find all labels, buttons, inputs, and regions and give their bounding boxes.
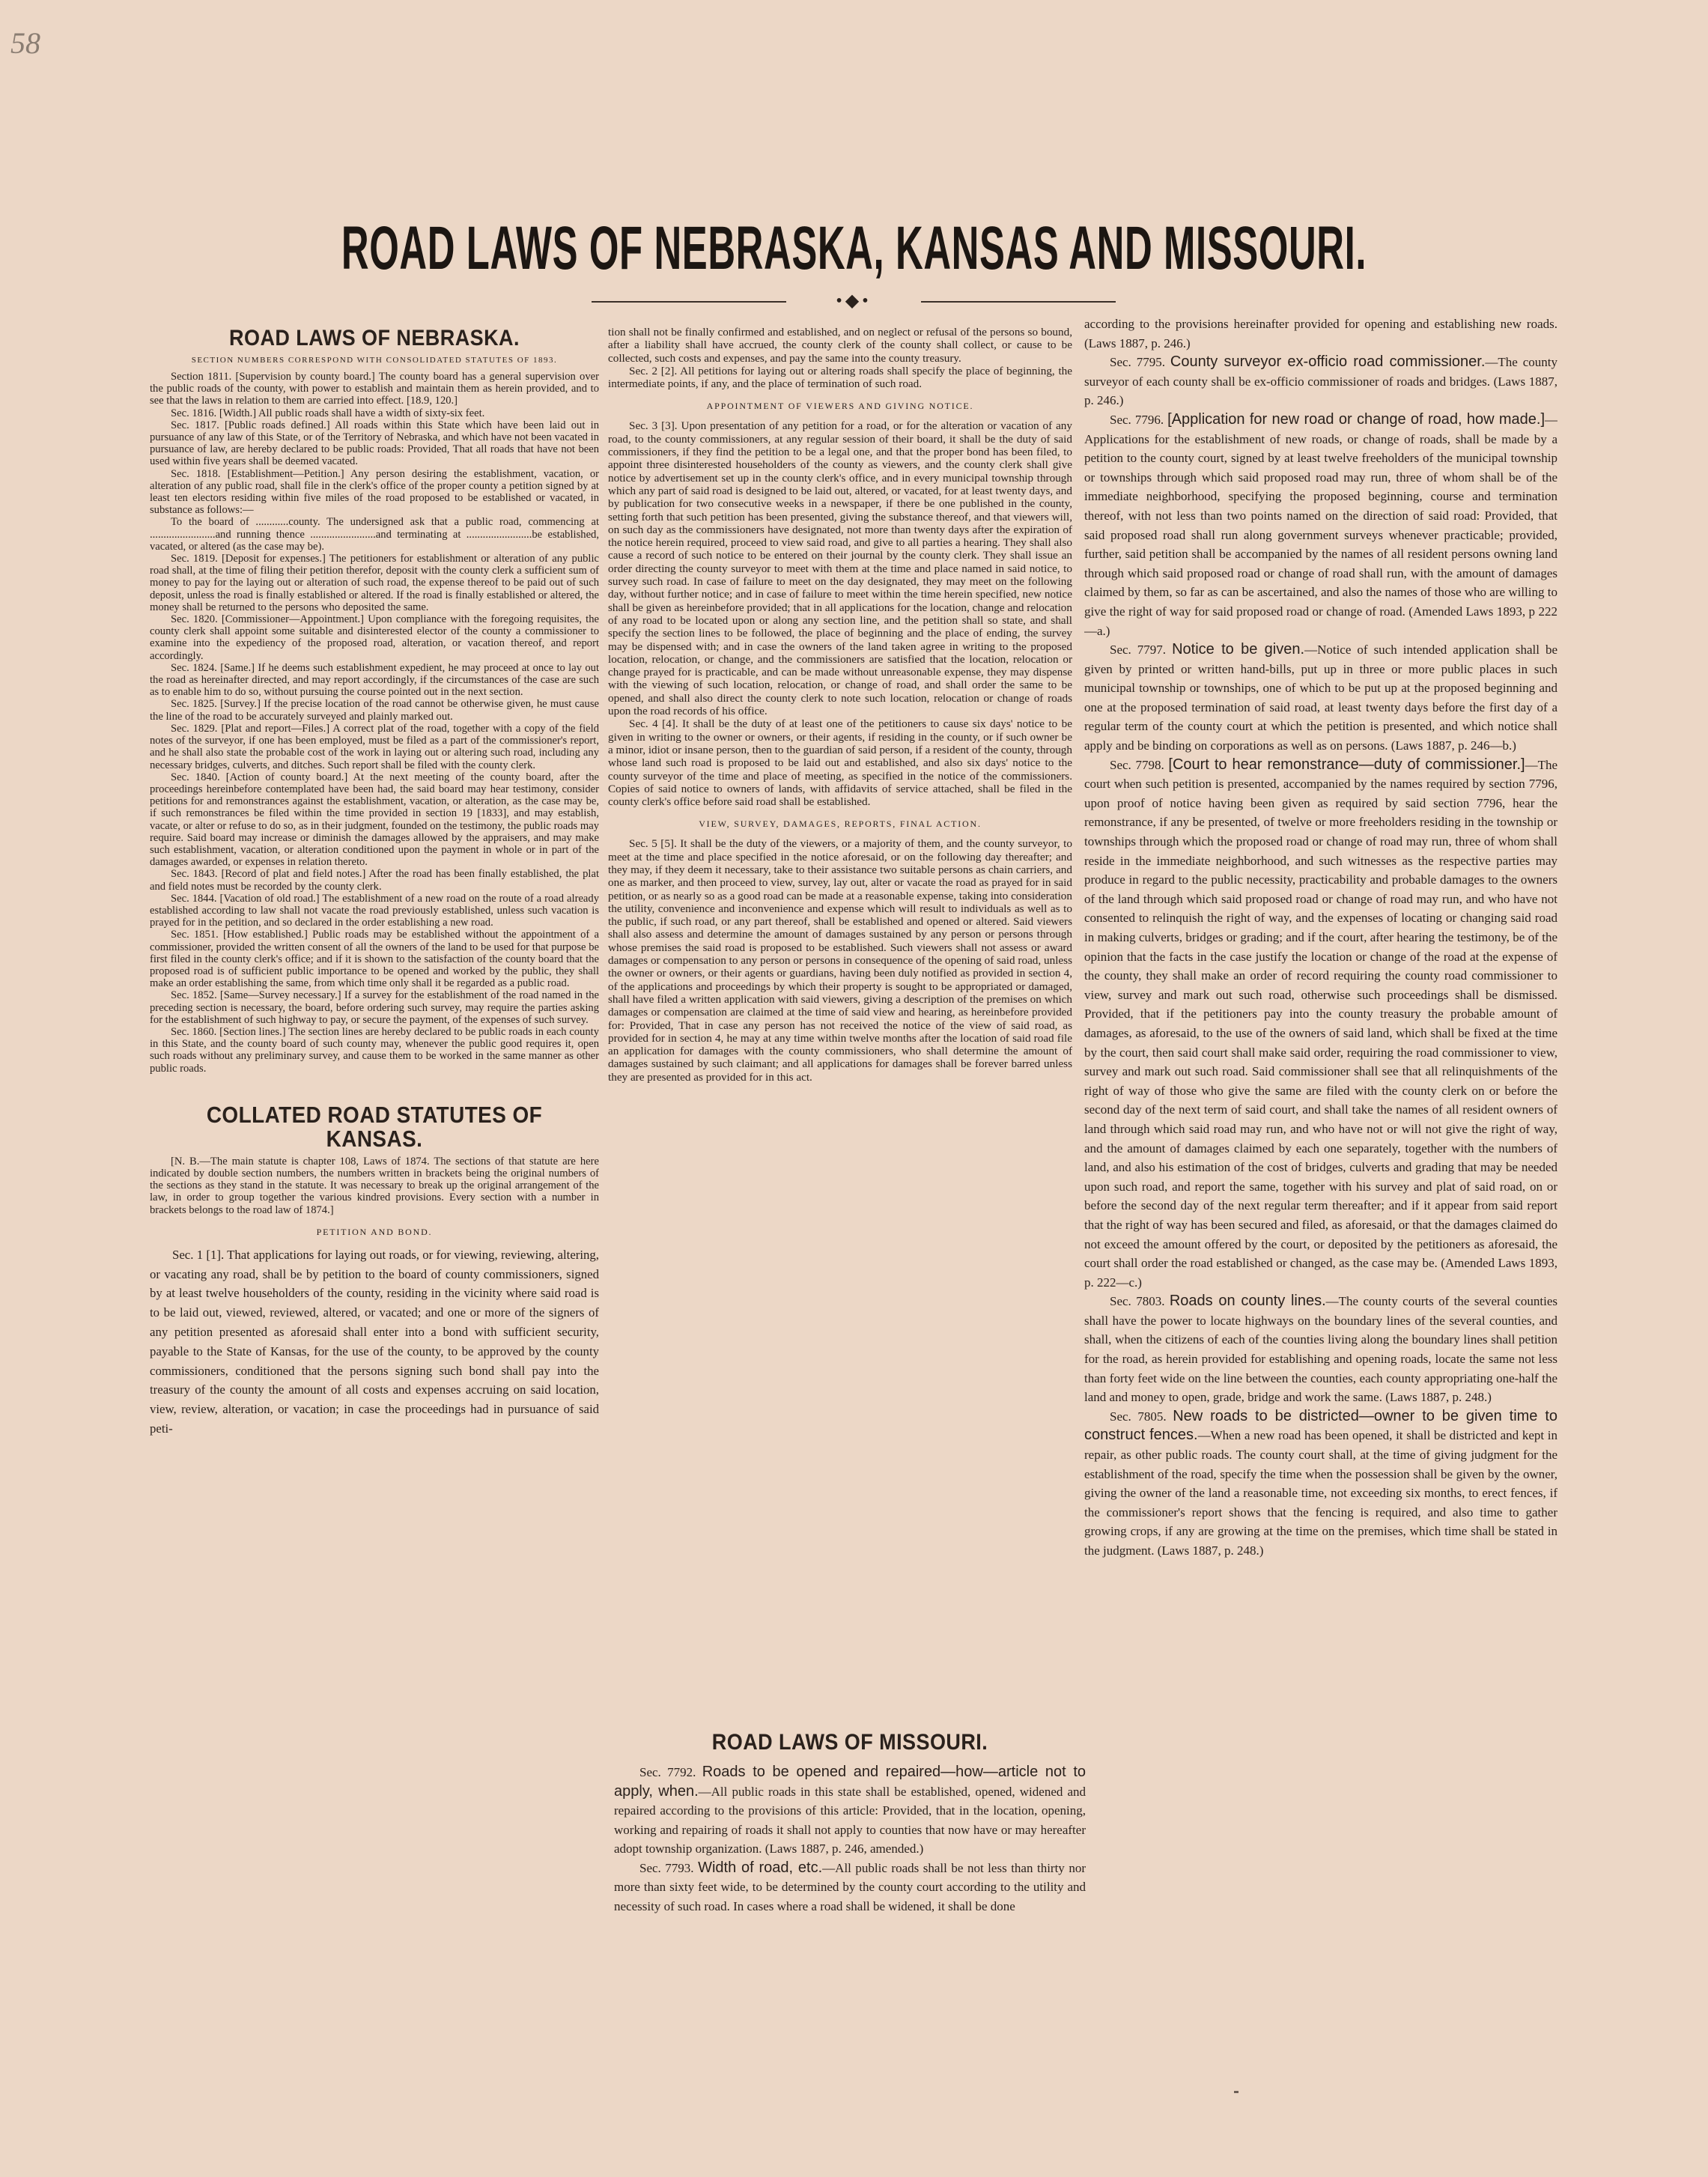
section-heading: Roads to be opened and repaired—how—article not to apply, when. bbox=[614, 1764, 1086, 1800]
section-number: Sec. 7792. bbox=[639, 1765, 696, 1779]
kansas-heading-line-1: COLLATED ROAD STATUTES OF bbox=[206, 1101, 543, 1128]
nebraska-paragraph: Sec. 1860. [Section lines.] The section lines are hereby declared to be public roads in each county in this State, and the county board of such county may, whenever the public good requires it, open such roads without any preliminary survey, and cause them to be worked in the same manner as other public roads. bbox=[150, 1025, 599, 1075]
section-heading: New roads to be districted—owner to be given time to construct fences. bbox=[1084, 1407, 1557, 1444]
nebraska-paragraph: Sec. 1825. [Survey.] If the precise location of the road cannot be otherwise given, he must cause the line of the road to be accurately surveyed and plainly marked out. bbox=[150, 698, 599, 723]
section-heading: County surveyor ex-officio road commissioner. bbox=[1170, 353, 1486, 371]
missouri-section-7803 bbox=[1084, 1292, 1557, 1407]
kansas-section-1: Sec. 1 [1]. That applications for laying out roads, or for viewing, reviewing, altering, or vacating any road, shall be by petition to the board of county commissioners, signed by at least twelve householders of the county, residing in the vicinity where said road is to be laid out, viewed, reviewed, altered, or vacated; and one or more of the signers of any petition presented as aforesaid shall enter into a bond with sufficient security, payable to the State of Kansas, for the use of the county, to be approved by the county commissioners, conditioned that the persons signing such bond shall pay into the treasury of the county the amount of all costs and expenses accruing on said location, view, review, alteration, or vacation; in case the proceedings had in pursuance of said peti- bbox=[150, 1247, 599, 1436]
kansas-note: [N. B.—The main statute is chapter 108, Laws of 1874. The sections of that statute are here indicated by double section numbers, the numbers written in brackets being the original numbers of the sections as they stand in the statute. It was necessary to break up the original arrangement of the law, in order to group together the various kindred provisions. Every section with a number in brackets belongs to the road law of 1874.] bbox=[150, 1155, 599, 1216]
section-text: —The county surveyor of each county shall be ex-officio commissioner of roads and bridges. (Laws 1887, p. 246.) bbox=[1084, 355, 1557, 408]
nebraska-paragraph: Sec. 1816. [Width.] All public roads shall have a width of sixty-six feet. bbox=[171, 407, 485, 419]
ornament-rule-right bbox=[921, 301, 1116, 303]
page-title: ROAD LAWS OF NEBRASKA, KANSAS AND MISSOURI. bbox=[341, 214, 1367, 282]
section-number: Sec. 7798. bbox=[1110, 757, 1164, 772]
section-heading: [Court to hear remonstrance—duty of commissioner.] bbox=[1168, 756, 1525, 773]
nebraska-paragraph: Sec. 1829. [Plat and report—Files.] A correct plat of the road, together with a copy of the field notes of the surveyor, if one has been employed, must be filed as a part of the commissioner's report, and he shall also state the probable cost of the work in laying out or altering such road, including any necessary bridges, culverts, and ditches. Such report shall be filed with the county clerk. bbox=[150, 722, 599, 771]
missouri-heading: ROAD LAWS OF MISSOURI. bbox=[711, 1730, 988, 1755]
nebraska-paragraph: Sec. 1819. [Deposit for expenses.] The petitioners for establishment or alteration of any public road shall, at the time of filing their petition therefor, deposit with the county clerk a sufficient sum of money to pay for the laying out or alteration of such road, the expense thereof to be paid out of such deposit, unless the road is finally established or altered. If the road is finally established or altered, the money shall be returned to the persons who deposited the same. bbox=[150, 553, 599, 613]
print-mark bbox=[1234, 2091, 1239, 2093]
section-heading: Width of road, etc. bbox=[698, 1859, 823, 1876]
title-ornament bbox=[592, 291, 1116, 311]
missouri-section-7796 bbox=[1084, 410, 1557, 640]
view-survey-subheading: VIEW, SURVEY, DAMAGES, REPORTS, FINAL ACTION. bbox=[699, 819, 982, 830]
column-3 bbox=[1084, 315, 1557, 1872]
petition-subheading: PETITION AND BOND. bbox=[316, 1226, 433, 1237]
column-1 bbox=[150, 326, 599, 1839]
kansas-heading bbox=[172, 1103, 577, 1151]
section-number: Sec. 7793. bbox=[639, 1860, 694, 1875]
section-heading: Notice to be given. bbox=[1172, 641, 1305, 658]
nebraska-paragraph: Sec. 1843. [Record of plat and field notes.] After the road has been finally established, the plat and field notes must be recorded by the county clerk. bbox=[150, 868, 599, 893]
section-text: —The county courts of the several counties shall have the power to locate highways on the boundary lines of the several counties, and shall, when the citizens of each of the counties living along the boundary lines shall petition for the road, as herein provided for establishing and opening roads, locate the same not less than forty feet wide on the line between the counties, each county appropriating one-half the land and money to open, grade, bridge and work the same. (Laws 1887, p. 248.) bbox=[1084, 1294, 1557, 1405]
nebraska-paragraph: Sec. 1817. [Public roads defined.] All roads within this State which have been laid out in pursuance of any law of this State, or of the Territory of Nebraska, and which have not been vacated in pursuance of law, are hereby declared to be public roads: Provided, That all roads that have not been used within five years shall be deemed vacated. bbox=[150, 419, 599, 468]
section-number: Sec. 7805. bbox=[1110, 1409, 1167, 1424]
page-number-mark: 58 bbox=[10, 26, 40, 60]
missouri-continuation: according to the provisions hereinafter provided for opening and establishing new roads. (Laws 1887, p. 246.) bbox=[1084, 317, 1557, 350]
column-2 bbox=[608, 326, 1072, 1674]
nebraska-paragraph: To the board of ............county. The undersigned ask that a public road, commencing at ........................and running thence ........................and terminating at ........................be established, vacated, or altered (as the case may be). bbox=[150, 516, 599, 553]
ornament-glyph: •◆• bbox=[836, 291, 872, 311]
section-text: —The court when such petition is presented, accompanied by the names required by section 7796, upon proof of notice having been given as required by said section 7796, hear the remonstrance, if any be presented, of twelve or more freeholders residing in the township or townships through which the proposed road or change of road may run, three of whom shall reside in the immediate neighborhood, and such witnesses as the respective parties may produce in regard to the public necessity, practicability and probable damages to the owners of the land through which said proposed road or change of road may run, and who have not consented to relinquish the right of way, and the expenses of locating or changing said road in making culverts, bridges or grading; and if the court, after hearing the testimony, be of the opinion that the facts in the case justify the location or change of the road at the expense of the county, they shall make an order of record requiring the county road commissioner to view, survey and mark out such road, otherwise such proceedings shall be dismissed. Provided, that if the petitioners pay into the county treasury the probable amount of damages, as aforesaid, to the use of the owners of said land, which shall be fixed at the time by the court, then said court shall make said order, requiring the road commissioner to view, survey and mark out such road. Said commissioner shall see that all relinquishments of the right of way of those who give the same are filed with the county clerk on or before the second day of the next term of said court, and shall take the names of all resident owners of land through which said road may run, and who have not or will not give the right of way, and the amount of damages claimed by each one separately, together with the numbers of land, and also his estimation of the cost of bridges, culverts and grading that may be needed upon such road, and report the same, together with his survey and plat of said road, on or before the second day of the next regular term thereafter; and if it appear from said report that the right of way has been secured and filed, as aforesaid, or that the damages claimed do not exceed the amount offered by the court, or deposited by the petitioners as aforesaid, the court shall order the road established or changed, as the case may be. (Amended Laws 1893, p. 222—c.) bbox=[1084, 757, 1557, 1290]
nebraska-paragraph: Sec. 1840. [Action of county board.] At the next meeting of the county board, after the proceedings hereinbefore contemplated have been had, the said board may hear testimony, consider petitions for and remonstrances against the establishment, vacation, or alteration, as the case may be, if such remonstrances be filed within the time provided in section 19 [1833], and may establish, vacate, or alter or refuse to do so, as in their judgment, founded on the testimony, the public roads may require. Said board may increase or diminish the damages allowed by the appraisers, and may make such establishment, vacation, or alteration conditioned upon the payment in whole or in part of the damages awarded, or expenses in relation thereto. bbox=[150, 771, 599, 869]
section-heading: Roads on county lines. bbox=[1169, 1293, 1326, 1310]
missouri-start bbox=[614, 1730, 1086, 2044]
viewers-subheading: APPOINTMENT OF VIEWERS AND GIVING NOTICE. bbox=[706, 401, 974, 412]
section-number: Sec. 7795. bbox=[1110, 355, 1165, 370]
section-heading: [Application for new road or change of road, how made.] bbox=[1167, 410, 1546, 428]
nebraska-paragraph: Sec. 1844. [Vacation of old road.] The establishment of a new road on the route of a road already established according to law shall not vacate the road previously established, unless such vacation is prayed for in the petition, and so declared in the order establishing a new road. bbox=[150, 892, 599, 929]
nebraska-paragraph: Section 1811. [Supervision by county board.] The county board has a general supervision over the public roads of the county, with power to establish and maintain them as herein provided, and to see that the laws in relation to them are carried into effect. [18.9, 120.] bbox=[150, 371, 599, 407]
kansas-section-4: Sec. 4 [4]. It shall be the duty of at least one of the petitioners to cause six days' notice to be given in writing to the owner or owners, or their agents, if residing in the county, or if such owner be a minor, idiot or insane person, then to the guardian of said person, if a resident of the county, through whose land such road is proposed to be laid out and established, and also six days' notice to the county surveyor of the time and place of meeting, as specified in the notice of the commissioners. Copies of said notice to owners of lands, with affidavits of service attached, shall be filed in the county clerk's office before said road shall be established. bbox=[608, 717, 1072, 809]
missouri-section-7797 bbox=[1084, 640, 1557, 756]
nebraska-paragraph: Sec. 1820. [Commissioner—Appointment.] Upon compliance with the foregoing requisites, the county clerk shall appoint some suitable and disinterested elector of the county a commissioner to examine into the expediency of the proposed road, alteration, or vacation thereof, and report accordingly. bbox=[150, 613, 599, 662]
nebraska-paragraph: Sec. 1852. [Same—Survey necessary.] If a survey for the establishment of the road named in the preceding section is necessary, the board, before ordering such survey, may require the parties asking for the establishment of such highway to pay, or secure the payment, of the expenses of such survey. bbox=[150, 989, 599, 1026]
section-number: Sec. 7796. bbox=[1110, 412, 1164, 427]
section-text: —All public roads in this state shall be established, opened, widened and repaired according to the provisions of this article: Provided, that in the location, opening, working and repairing of roads it shall not apply to counties that now have or may hereafter adopt township organization. (Laws 1887, p. 246, amended.) bbox=[614, 1784, 1086, 1856]
section-number: Sec. 7797. bbox=[1110, 643, 1167, 658]
kansas-section-5: Sec. 5 [5]. It shall be the duty of the viewers, or a majority of them, and the county surveyor, to meet at the time and place specified in the notice aforesaid, or on the following day thereafter; and they may, if they deem it necessary, take to their assistance two suitable persons as chain carriers, and one as marker, and then proceed to view, survey, lay out, alter or vacate the road as prayed for in said petition, or as nearly so as a good road can be made at a reasonable expense, taking into consideration the utility, convenience and inconvenience and expense which will result to individuals as well as to the public, if such road, or any part thereof, shall be established and opened or altered. Said viewers shall also assess and determine the amount of damages sustained by any person or persons through whose premises the said road is proposed to be established. Such viewers shall not assess or award damages or compensation to any person or persons in consequence of the opening of said road, unless the owner or owners, or their agents or guardians, having been duly notified as provided in section 4, of the applications and proceedings by which their property is sought to be appropriated or damaged, shall have filed a written application with said viewers, giving a description of the premises on which damages or compensation are claimed at the time of said view and hearing, as hereinbefore provided for: Provided, That in case any person has not received the notice of the view of said road, as provided for in section 4, he may at any time within twelve months after the location of said road file an application for damages with the county commissioners, who shall determine the amount of damages sustained by such claimant; and all applications for damages shall be forever barred unless they are presented as provided for in this act. bbox=[608, 837, 1072, 1084]
missouri-section-7798 bbox=[1084, 756, 1557, 1293]
section-text: —Notice of such intended application shall be given by printed or written hand-bills, put up in three or more public places in such municipal township or townships, one of which to be put up at the proposed beginning and one at the proposed termination of said road, at least twenty days before the first day of a regular term of the county court at which the petition is presented, and which notice shall apply and be binding on corporations as well as on persons. (Laws 1887, p. 246—b.) bbox=[1084, 643, 1557, 753]
nebraska-subnote: SECTION NUMBERS CORRESPOND WITH CONSOLIDATED STATUTES OF 1893. bbox=[191, 356, 558, 365]
nebraska-paragraph: Sec. 1851. [How established.] Public roads may be established without the appointment of a commissioner, provided the written consent of all the owners of the land to be used for that purpose be first filed in the county clerk's office; and if it is shown to the satisfaction of the county board that the proposed road is of sufficient public importance to be opened and worked by the public, they shall make an order establishing the same, from which time only shall it be regarded as a public road. bbox=[150, 929, 599, 990]
missouri-section-7793 bbox=[614, 1859, 1086, 1916]
section-text: —Applications for the establishment of new roads, or change of roads, shall be made by a petition to the county court, signed by at least twelve freeholders of the municipal township or townships through which said proposed road may run, three of whom shall be of the immediate neighborhood, specifying the proposed beginning, course and termination thereof, with not less than two points named on the direction of said road: Provided, that said proposed road shall run along government surveys whenever practicable; provided, further, said petition shall be accompanied by the names of all resident persons owning land through which said proposed road or change of road shall run, with the amount of damages claimed by them, so far as can be ascertained, and also the names of those who are willing to give the right of way for said proposed road or change of road. (Amended Laws 1893, p 222—a.) bbox=[1084, 412, 1557, 638]
nebraska-paragraph: Sec. 1824. [Same.] If he deems such establishment expedient, he may proceed at once to lay out the road as hereinafter directed, and may report accordingly, if the circumstances of the case are such as to enable him to do so, without pursuing the course pointed out in the next section. bbox=[150, 661, 599, 699]
nebraska-heading: ROAD LAWS OF NEBRASKA. bbox=[229, 326, 520, 350]
nebraska-paragraph: Sec. 1818. [Establishment—Petition.] Any person desiring the establishment, vacation, or alteration of any public road, shall file in the clerk's office of the proper county a petition signed by at least ten electors residing within five miles of the road proposed to be established or vacated, in substance as follows:— bbox=[150, 467, 599, 517]
missouri-section-7795 bbox=[1084, 353, 1557, 410]
kansas-heading-line-2: KANSAS. bbox=[326, 1125, 423, 1152]
kansas-section-3: Sec. 3 [3]. Upon presentation of any petition for a road, or for the alteration or vacation of any road, to the county commissioners, at any regular session of their board, it shall be the duty of said commissioners, if they find the petition to be a legal one, and that the proper bond has been filed, to appoint three disinterested householders of the county as viewers, and the county clerk shall give notice by advertisement set up in the county clerk's office, and in every municipal township through which any part of said road is designed to be laid out, altered, or vacated, for at least twenty days, and by publication for two consecutive weeks in a newspaper, if there be one published in the county, setting forth that such petition has been presented, giving the substance thereof, and that viewers will, on such day as the commissioners have designated, not more than twenty days after the expiration of the notice herein required, proceed to view said road, and give to all parties a hearing. They shall also cause a record of such notice to be entered on their journal by the county clerk. They shall issue an order directing the county surveyor to meet with them at the time and place named in said notice, to survey such road. In case of failure to meet on the day designated, they may meet on the following day, without further notice; and in case of failure to meet within the time herein specified, new notice shall be given as hereinbefore provided; that in all applications for the location, change and relocation of any road to be located upon or along any section line, and the petition shall so state, and shall specify the section lines to be followed, the place of beginning and the place of ending, the survey may be dispensed with; and in case the owners of the land taken agree in writing to the proposed location, relocation, or change, and the commissioners are satisfied that the location, relocation or change prayed for is practicable, and can be made without unreasonable expense, they may dispense with the viewing of such location, relocation, or change of road, and shall order the same to be opened, and shall also direct the county clerk to note such location, relocation or change of roads upon the road records of his office. bbox=[608, 419, 1072, 718]
missouri-section-7805 bbox=[1084, 1407, 1557, 1561]
section-text: —All public roads shall be not less than thirty nor more than sixty feet wide, to be determined by the county court according to the utility and necessity of such road. In cases where a road shall be widened, it shall be done bbox=[614, 1860, 1086, 1913]
missouri-section-7792 bbox=[614, 1763, 1086, 1859]
ornament-rule-left bbox=[592, 301, 786, 303]
kansas-continuation: tion shall not be finally confirmed and established, and on neglect or refusal of the persons so bound, after a liability shall have accrued, the county clerk of the county shall collect, or cause to be collected, such costs and expenses, and pay the same into the county treasury. bbox=[608, 326, 1072, 365]
section-text: —When a new road has been opened, it shall be districted and kept in repair, as other public roads. The county court shall, at the time of giving judgment for the establishment of the road, specify the time when the possession shall be given by the owner, giving the owner of the land a reasonable time, not exceeding six months, to erect fences, if the commissioner's report shows that the fencing is required, and also time to gather growing crops, if any are growing at the time on the premises, which time shall be stated in the judgment. (Laws 1887, p. 248.) bbox=[1084, 1428, 1557, 1558]
section-number: Sec. 7803. bbox=[1110, 1294, 1165, 1309]
kansas-section-2: Sec. 2 [2]. All petitions for laying out or altering roads shall specify the place of beginning, the intermediate points, if any, and the place of termination of such road. bbox=[608, 364, 1072, 391]
